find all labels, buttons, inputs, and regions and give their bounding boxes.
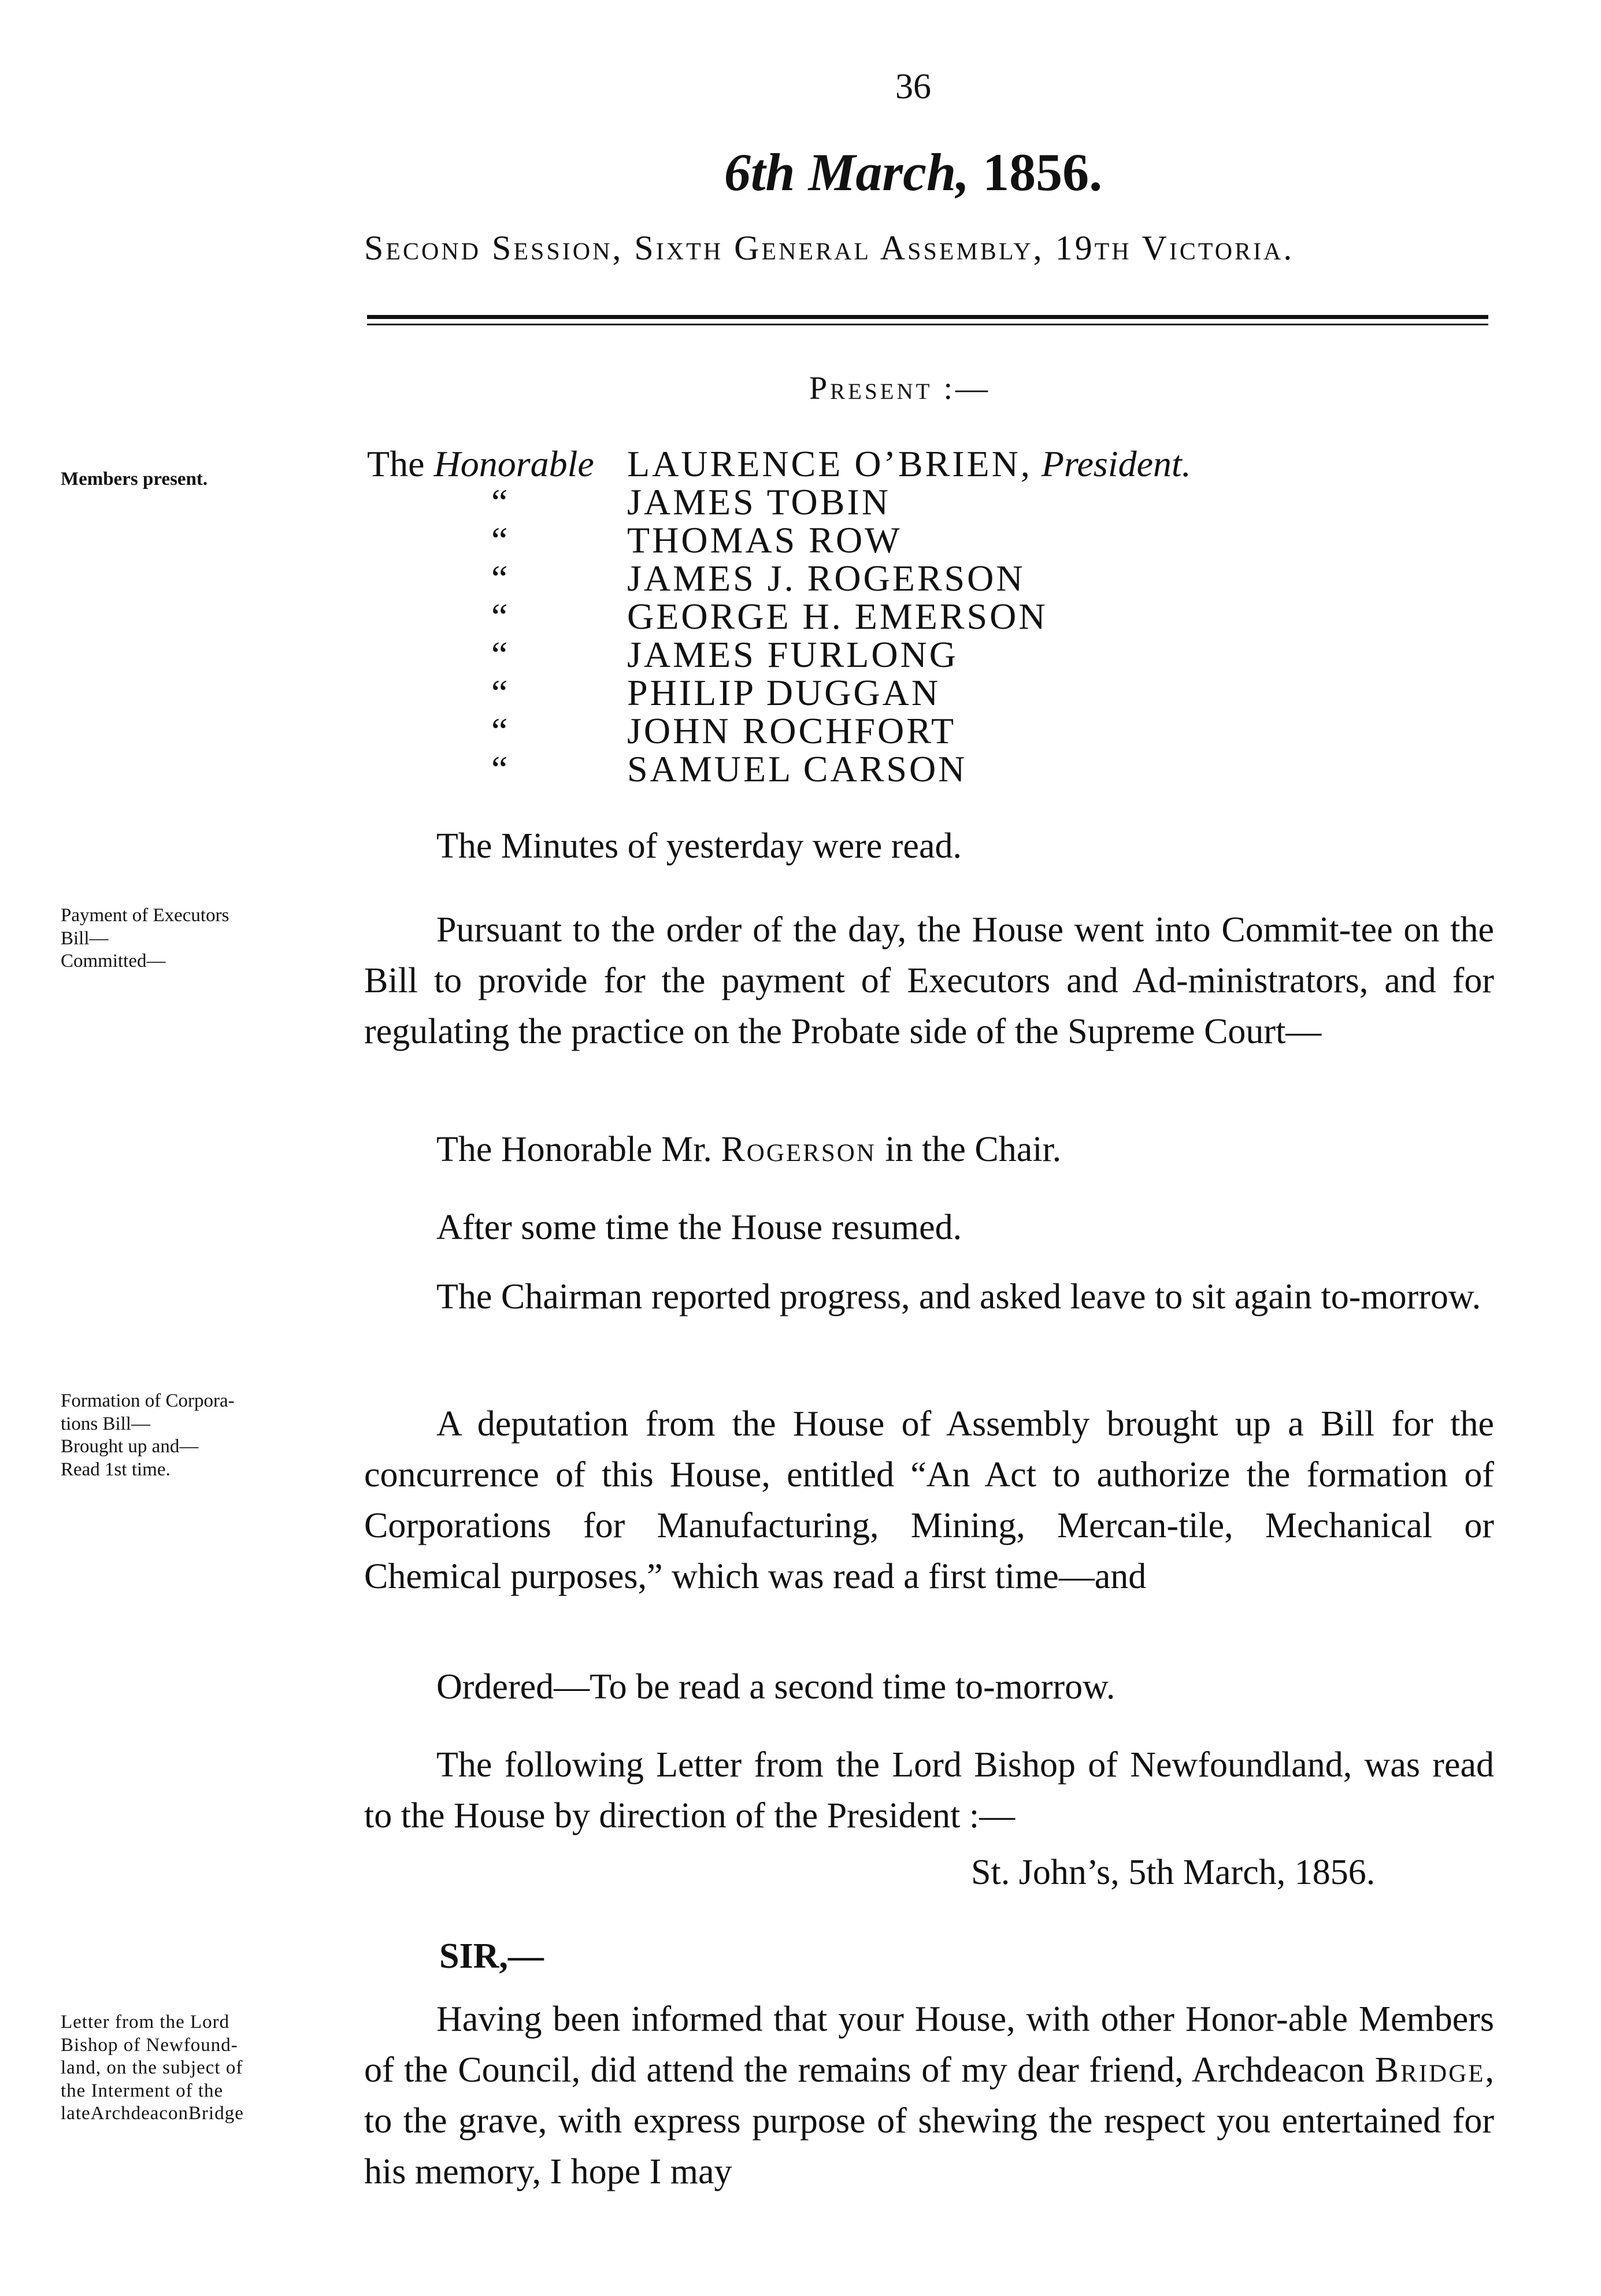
letter-body-text-a: Having been informed that your House, with other Honor-able Members of the Council, did attend the remains of my dear friend, Archdeacon bbox=[364, 2000, 1494, 2090]
ditto-mark: “ bbox=[491, 596, 508, 637]
ditto-mark: “ bbox=[491, 634, 508, 675]
margin-note-letter bbox=[61, 2011, 344, 2126]
margin-note-line: Read 1st time. bbox=[61, 1459, 171, 1480]
members-list bbox=[367, 445, 1191, 788]
margin-note-line: Bishop of Newfound- bbox=[61, 2034, 238, 2056]
session-line: Second Session, Sixth General Assembly, 19th Victoria. bbox=[364, 229, 1295, 267]
paragraph-committee: Pursuant to the order of the day, the House went into Commit-tee on the Bill to provide for the payment of Executors and Ad-ministrators, and for regulating the practice on the Probate side of the Supreme Court— bbox=[364, 910, 1494, 1051]
date-day: 6th bbox=[724, 143, 795, 202]
member-row bbox=[367, 712, 1191, 750]
margin-note-payment-bill bbox=[61, 904, 344, 973]
member-title: President. bbox=[1041, 443, 1191, 484]
ditto-mark: “ bbox=[491, 481, 508, 522]
member-row-president bbox=[367, 445, 1191, 483]
letter-body-text-b: , to the grave, with express purpose of shewing the respect you entertained for his memory, I hope I may bbox=[364, 2050, 1495, 2191]
member-name: PHILIP DUGGAN bbox=[627, 672, 941, 713]
member-row bbox=[367, 674, 1191, 712]
margin-note-line: Bill— bbox=[61, 928, 109, 949]
present-heading: Present :— bbox=[809, 370, 991, 406]
prefix-honorable: Honorable bbox=[433, 443, 594, 484]
paragraph-minutes: The Minutes of yesterday were read. bbox=[436, 826, 962, 866]
member-row bbox=[367, 483, 1191, 521]
date-month: March, bbox=[808, 143, 970, 202]
date-heading bbox=[578, 142, 1248, 203]
paragraph-deputation: A deputation from the House of Assembly brought up a Bill for the concurrence of this House, entitled “An Act to authorize the formation of Corporations for Manufacturing, Mining, Mercan-tile, Mechanical or Chemical purposes,” which was read a first time—and bbox=[364, 1404, 1494, 1596]
margin-note-members-present: Members present. bbox=[61, 469, 208, 489]
page-number: 36 bbox=[895, 67, 931, 106]
letter-body-name: Bridge bbox=[1374, 2050, 1485, 2090]
margin-note-line: Payment of Executors bbox=[61, 905, 229, 926]
member-row bbox=[367, 521, 1191, 559]
member-name: SAMUEL CARSON bbox=[627, 748, 968, 789]
paragraph-letter-body bbox=[364, 1994, 1494, 2197]
member-row bbox=[367, 598, 1191, 636]
ditto-mark: “ bbox=[491, 710, 508, 751]
chair-text-b: in the Chair. bbox=[885, 1130, 1062, 1169]
paragraph-ordered: Ordered—To be read a second time to-morrow. bbox=[436, 1667, 1115, 1707]
paragraph-chair bbox=[364, 1124, 1494, 1175]
member-name: THOMAS ROW bbox=[627, 520, 902, 561]
margin-note-line: Committed— bbox=[61, 951, 166, 972]
member-name: JAMES TOBIN bbox=[627, 481, 891, 522]
chair-text-a: The Honorable Mr. bbox=[436, 1130, 712, 1169]
member-prefix bbox=[367, 445, 627, 483]
member-name: LAURENCE O’BRIEN, bbox=[627, 443, 1032, 484]
member-name: JAMES J. ROGERSON bbox=[627, 558, 1025, 599]
margin-note-line: tions Bill— bbox=[61, 1413, 150, 1434]
paragraph-letter-intro: The following Letter from the Lord Bishop of Newfoundland, was read to the House by direction of the President :— bbox=[364, 1745, 1494, 1835]
margin-note-line: lateArchdeaconBridge bbox=[61, 2103, 244, 2124]
double-rule-divider bbox=[367, 315, 1488, 325]
member-name: GEORGE H. EMERSON bbox=[627, 596, 1048, 637]
margin-note-line: the Interment of the bbox=[61, 2080, 224, 2101]
ditto-mark: “ bbox=[491, 558, 508, 599]
margin-note-corporations-bill bbox=[61, 1390, 344, 1481]
margin-note-line: Letter from the Lord bbox=[61, 2012, 230, 2032]
margin-note-line: land, on the subject of bbox=[61, 2057, 243, 2079]
margin-note-line: Brought up and— bbox=[61, 1436, 199, 1457]
member-name: JOHN ROCHFORT bbox=[627, 710, 957, 751]
paragraph-resumed: After some time the House resumed. bbox=[436, 1208, 962, 1247]
date-year: 1856. bbox=[983, 143, 1103, 202]
member-row bbox=[367, 636, 1191, 674]
letter-salutation: SIR,— bbox=[439, 1937, 544, 1976]
prefix-the: The bbox=[367, 443, 425, 484]
ditto-mark: “ bbox=[491, 748, 508, 789]
letter-date: St. John’s, 5th March, 1856. bbox=[971, 1853, 1376, 1892]
member-row bbox=[367, 559, 1191, 598]
margin-note-line: Formation of Corpora- bbox=[61, 1390, 235, 1411]
member-row bbox=[367, 750, 1191, 788]
paragraph-chairman-reported: The Chairman reported progress, and asked leave to sit again to-morrow. bbox=[436, 1277, 1481, 1316]
ditto-mark: “ bbox=[491, 672, 508, 713]
member-name: JAMES FURLONG bbox=[627, 634, 958, 675]
chair-name: Rogerson bbox=[721, 1130, 876, 1169]
ditto-mark: “ bbox=[491, 520, 508, 561]
